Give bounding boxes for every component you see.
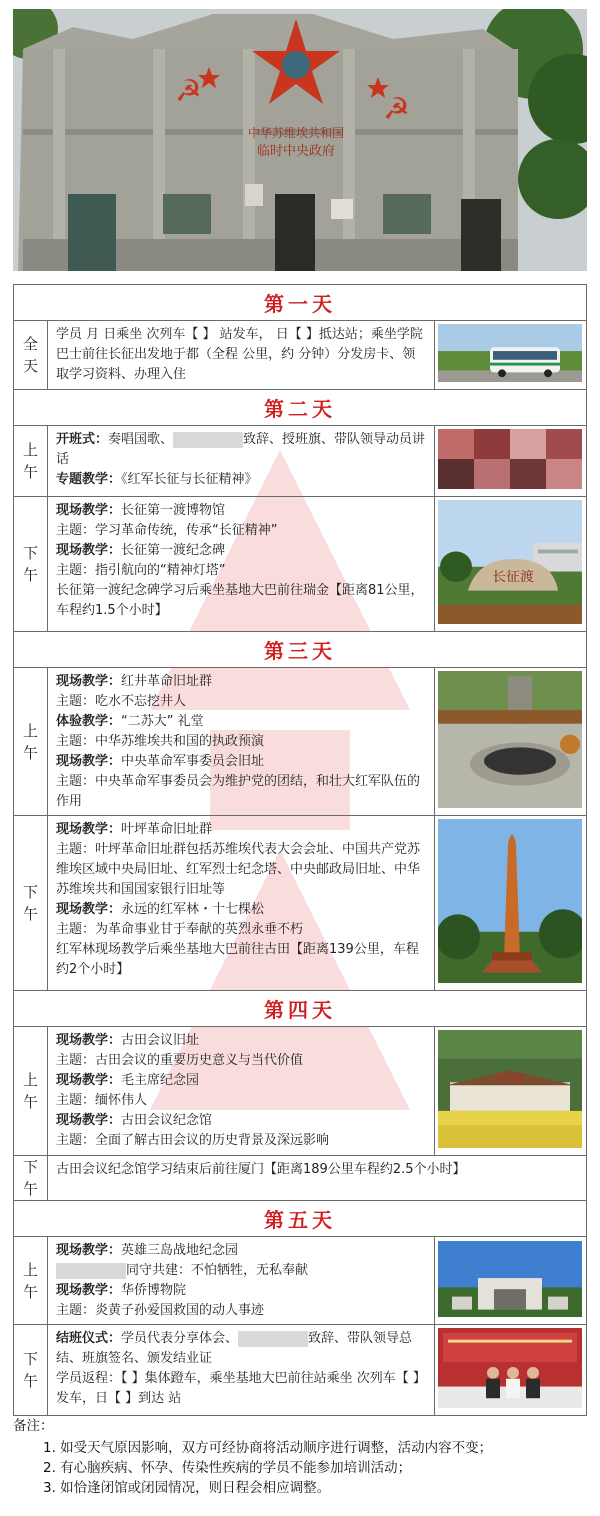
schedule-row xyxy=(14,426,587,497)
activity-text: 主题：缅怀伟人 xyxy=(56,1093,148,1108)
activity-text: 主题：全面了解古田会议的历史背景及深远影响 xyxy=(56,1133,330,1148)
activity-line xyxy=(56,920,428,940)
activity-label: 现场教学： xyxy=(56,754,122,769)
activity-text: 长征第一渡纪念碑 xyxy=(121,543,226,558)
activity-line xyxy=(56,900,428,920)
activity-text: 中央革命军事委员会旧址 xyxy=(121,754,265,769)
activity-text: 长征第一渡博物馆 xyxy=(121,503,226,518)
notes-title: 备注： xyxy=(13,1418,54,1434)
day-title: 第四天 xyxy=(264,998,336,1022)
notes-list xyxy=(13,1438,593,1498)
activity-line xyxy=(56,1281,428,1301)
activity-content xyxy=(48,1237,435,1325)
activity-text: 《红军长征与长征精神》 xyxy=(121,472,258,487)
activity-content xyxy=(48,1027,435,1156)
activity-label: 现场教学： xyxy=(56,543,122,558)
activity-text: 致辞、带队领导总结、班旗签名、颁发结业证 xyxy=(56,1331,413,1366)
activity-text: 主题：炎黄子孙爱国救国的动人事迹 xyxy=(56,1303,265,1318)
activity-line xyxy=(56,581,428,621)
gutian-photo xyxy=(438,1030,582,1152)
activity-text: 主题：为革命事业甘于奉献的英烈永垂不朽 xyxy=(56,922,304,937)
tower-photo xyxy=(438,819,582,987)
stone-photo xyxy=(438,500,582,628)
activity-label: 专题教学： xyxy=(56,472,122,487)
activity-text: 奏唱国歌、 xyxy=(108,432,174,447)
schedule-row xyxy=(14,1325,587,1416)
period-label: 上午 xyxy=(22,721,38,762)
period-cell xyxy=(14,816,48,991)
day-header-row xyxy=(14,390,587,426)
activity-line xyxy=(56,1091,428,1111)
activity-text: “二苏大” 礼堂 xyxy=(121,714,204,729)
activity-line xyxy=(56,1261,428,1281)
activity-text: 古田会议旧址 xyxy=(121,1033,200,1048)
activity-text: 主题：古田会议的重要历史意义与当代价值 xyxy=(56,1053,304,1068)
period-label: 下午 xyxy=(22,1158,38,1198)
day-header-row xyxy=(14,632,587,668)
activity-text: 红军林现场教学后乘坐基地大巴前往古田【距离139公里，车程约2个小时】 xyxy=(56,942,419,977)
activity-label: 现场教学： xyxy=(56,822,122,837)
activity-photo-cell xyxy=(434,321,586,390)
day-header-row xyxy=(14,1201,587,1237)
period-label: 上午 xyxy=(22,1260,38,1301)
activity-text: 长征第一渡纪念碑学习后乘坐基地大巴前往瑞金【距离81公里，车程约1.5个小时】 xyxy=(56,583,424,618)
schedule-row xyxy=(14,1237,587,1325)
activity-content xyxy=(48,1156,587,1201)
activity-text: 永远的红军林・十七棵松 xyxy=(121,902,265,917)
activity-line xyxy=(56,561,428,581)
period-label: 上午 xyxy=(22,1071,38,1111)
activity-text: 古田会议纪念馆 xyxy=(121,1113,213,1128)
svg-text:☭: ☭ xyxy=(383,92,410,127)
svg-text:古田会议: 古田会议 xyxy=(495,1073,524,1082)
activity-line xyxy=(56,1301,428,1321)
gate-photo xyxy=(438,1241,582,1321)
activity-content xyxy=(48,1325,435,1416)
activity-text: 学员返程：【 】集体蹬车，乘坐基地大巴前往站乘坐 次列车【 】发车，日【 】到达 站 xyxy=(56,1371,426,1406)
blurred-photo xyxy=(438,429,582,493)
activity-line xyxy=(56,772,428,812)
activity-line xyxy=(56,820,428,840)
activity-photo-cell xyxy=(434,1237,586,1325)
period-label: 全天 xyxy=(22,335,38,375)
day-title: 第二天 xyxy=(264,397,336,421)
activity-label: 现场教学： xyxy=(56,674,122,689)
activity-label: 现场教学： xyxy=(56,1033,122,1048)
activity-line xyxy=(56,1111,428,1131)
note-item: 1. 如受天气原因影响，双方可经协商将活动顺序进行调整，活动内容不变； xyxy=(43,1440,493,1456)
activity-photo-cell xyxy=(434,816,586,991)
activity-line xyxy=(56,470,428,490)
day-title: 第一天 xyxy=(264,292,336,316)
bus-photo xyxy=(438,324,582,386)
period-cell xyxy=(14,1325,48,1416)
activity-label: 开班式： xyxy=(56,432,109,447)
period-cell xyxy=(14,1156,48,1201)
activity-label: 体验教学： xyxy=(56,714,122,729)
period-cell xyxy=(14,1237,48,1325)
activity-content xyxy=(48,668,435,816)
ceremony-photo xyxy=(438,1328,582,1412)
period-label: 下午 xyxy=(22,544,38,584)
activity-line xyxy=(56,940,428,980)
activity-label: 现场教学： xyxy=(56,1243,122,1258)
activity-text: 华侨博物院 xyxy=(121,1283,187,1298)
activity-label: 现场教学： xyxy=(56,503,122,518)
activity-line xyxy=(56,430,428,470)
day-title: 第三天 xyxy=(264,639,336,663)
activity-text: 同守共建：不怕牺牲，无私奉献 xyxy=(126,1263,309,1278)
day-header-cell xyxy=(14,390,587,426)
schedule-row xyxy=(14,1027,587,1156)
day-header-row xyxy=(14,991,587,1027)
activity-line xyxy=(56,1241,428,1261)
period-label: 上午 xyxy=(22,441,38,481)
activity-label: 结班仪式： xyxy=(56,1331,122,1346)
activity-line xyxy=(56,1051,428,1071)
activity-text: 红井革命旧址群 xyxy=(121,674,213,689)
redacted-name xyxy=(56,1263,126,1279)
activity-text: 主题：吃水不忘挖井人 xyxy=(56,694,187,709)
activity-content xyxy=(48,426,435,497)
period-cell xyxy=(14,426,48,497)
activity-line xyxy=(56,1329,428,1369)
day-title: 第五天 xyxy=(264,1208,336,1232)
period-cell xyxy=(14,321,48,390)
activity-content xyxy=(48,816,435,991)
activity-label: 现场教学： xyxy=(56,1073,122,1088)
schedule-row xyxy=(14,497,587,632)
activity-line xyxy=(56,1160,580,1180)
day-header-cell xyxy=(14,991,587,1027)
day-header-cell xyxy=(14,1201,587,1237)
day-header-cell xyxy=(14,632,587,668)
day-header-row xyxy=(14,285,587,321)
activity-label: 现场教学： xyxy=(56,1113,122,1128)
activity-line xyxy=(56,1031,428,1051)
plaque-line-2: 临时中央政府 xyxy=(256,144,336,159)
schedule-row xyxy=(14,1156,587,1201)
plaque-line-1: 中华苏维埃共和国 xyxy=(247,126,345,140)
svg-text:长征渡: 长征渡 xyxy=(491,569,534,585)
activity-photo-cell xyxy=(434,1325,586,1416)
activity-text: 学员代表分享体会、 xyxy=(121,1331,239,1346)
activity-line xyxy=(56,501,428,521)
day-header-cell xyxy=(14,285,587,321)
activity-line xyxy=(56,1131,428,1151)
period-label: 下午 xyxy=(22,1350,38,1390)
svg-text:☭: ☭ xyxy=(175,74,202,109)
activity-photo-cell xyxy=(434,497,586,632)
well-photo xyxy=(438,671,582,812)
redacted-name xyxy=(238,1331,308,1347)
activity-line xyxy=(56,732,428,752)
activity-text: 主题：学习革命传统，传承“长征精神” xyxy=(56,523,278,538)
activity-text: 主题：中央革命军事委员会为维护党的团结，和壮大红军队伍的作用 xyxy=(56,774,421,809)
activity-text: 学员 月 日乘坐 次列车【 】 站发车， 日【 】抵达站；乘坐学院巴士前往长征出发地于都（全程 公里，约 分钟）分发房卡、领取学习资料、办理入住 xyxy=(56,327,423,382)
activity-line xyxy=(56,672,428,692)
activity-content xyxy=(48,497,435,632)
schedule-table xyxy=(13,284,587,1416)
activity-label: 现场教学： xyxy=(56,902,122,917)
activity-line xyxy=(56,752,428,772)
activity-line xyxy=(56,521,428,541)
activity-text: 致辞、授班旗、带队领导动员讲话 xyxy=(56,432,426,467)
activity-content xyxy=(48,321,435,390)
notes-section xyxy=(13,1416,593,1498)
activity-text: 叶坪革命旧址群 xyxy=(121,822,213,837)
activity-text: 英雄三岛战地纪念园 xyxy=(121,1243,239,1258)
activity-line xyxy=(56,712,428,732)
activity-text: 主题：叶坪革命旧址群包括苏维埃代表大会会址、中国共产党苏维埃区域中央局旧址、红军烈士纪念塔、中央邮政局旧址、中华苏维埃共和国国家银行旧址等 xyxy=(56,842,421,897)
note-item: 2. 有心脑疾病、怀孕、传染性疾病的学员不能参加培训活动； xyxy=(43,1460,412,1476)
schedule-row xyxy=(14,321,587,390)
period-cell xyxy=(14,668,48,816)
activity-label: 现场教学： xyxy=(56,1283,122,1298)
period-cell xyxy=(14,1027,48,1156)
activity-line xyxy=(56,541,428,561)
activity-line xyxy=(56,692,428,712)
activity-line xyxy=(56,840,428,900)
activity-text: 主题：指引航向的“精神灯塔” xyxy=(56,563,226,578)
activity-photo-cell xyxy=(434,1027,586,1156)
period-label: 下午 xyxy=(22,883,38,923)
schedule-row xyxy=(14,668,587,816)
activity-text: 古田会议纪念馆学习结束后前往厦门【距离189公里车程约2.5个小时】 xyxy=(56,1162,466,1177)
note-item: 3. 如恰逢闭馆或闭园情况，则日程会相应调整。 xyxy=(43,1480,331,1496)
activity-text: 毛主席纪念园 xyxy=(121,1073,200,1088)
activity-photo-cell xyxy=(434,426,586,497)
period-cell xyxy=(14,497,48,632)
activity-line xyxy=(56,1071,428,1091)
hero-photo xyxy=(13,9,587,271)
redacted-name xyxy=(173,432,243,448)
activity-text: 主题：中华苏维埃共和国的执政预演 xyxy=(56,734,265,749)
schedule-row xyxy=(14,816,587,991)
activity-line xyxy=(56,1369,428,1409)
activity-photo-cell xyxy=(434,668,586,816)
activity-line xyxy=(56,325,428,385)
